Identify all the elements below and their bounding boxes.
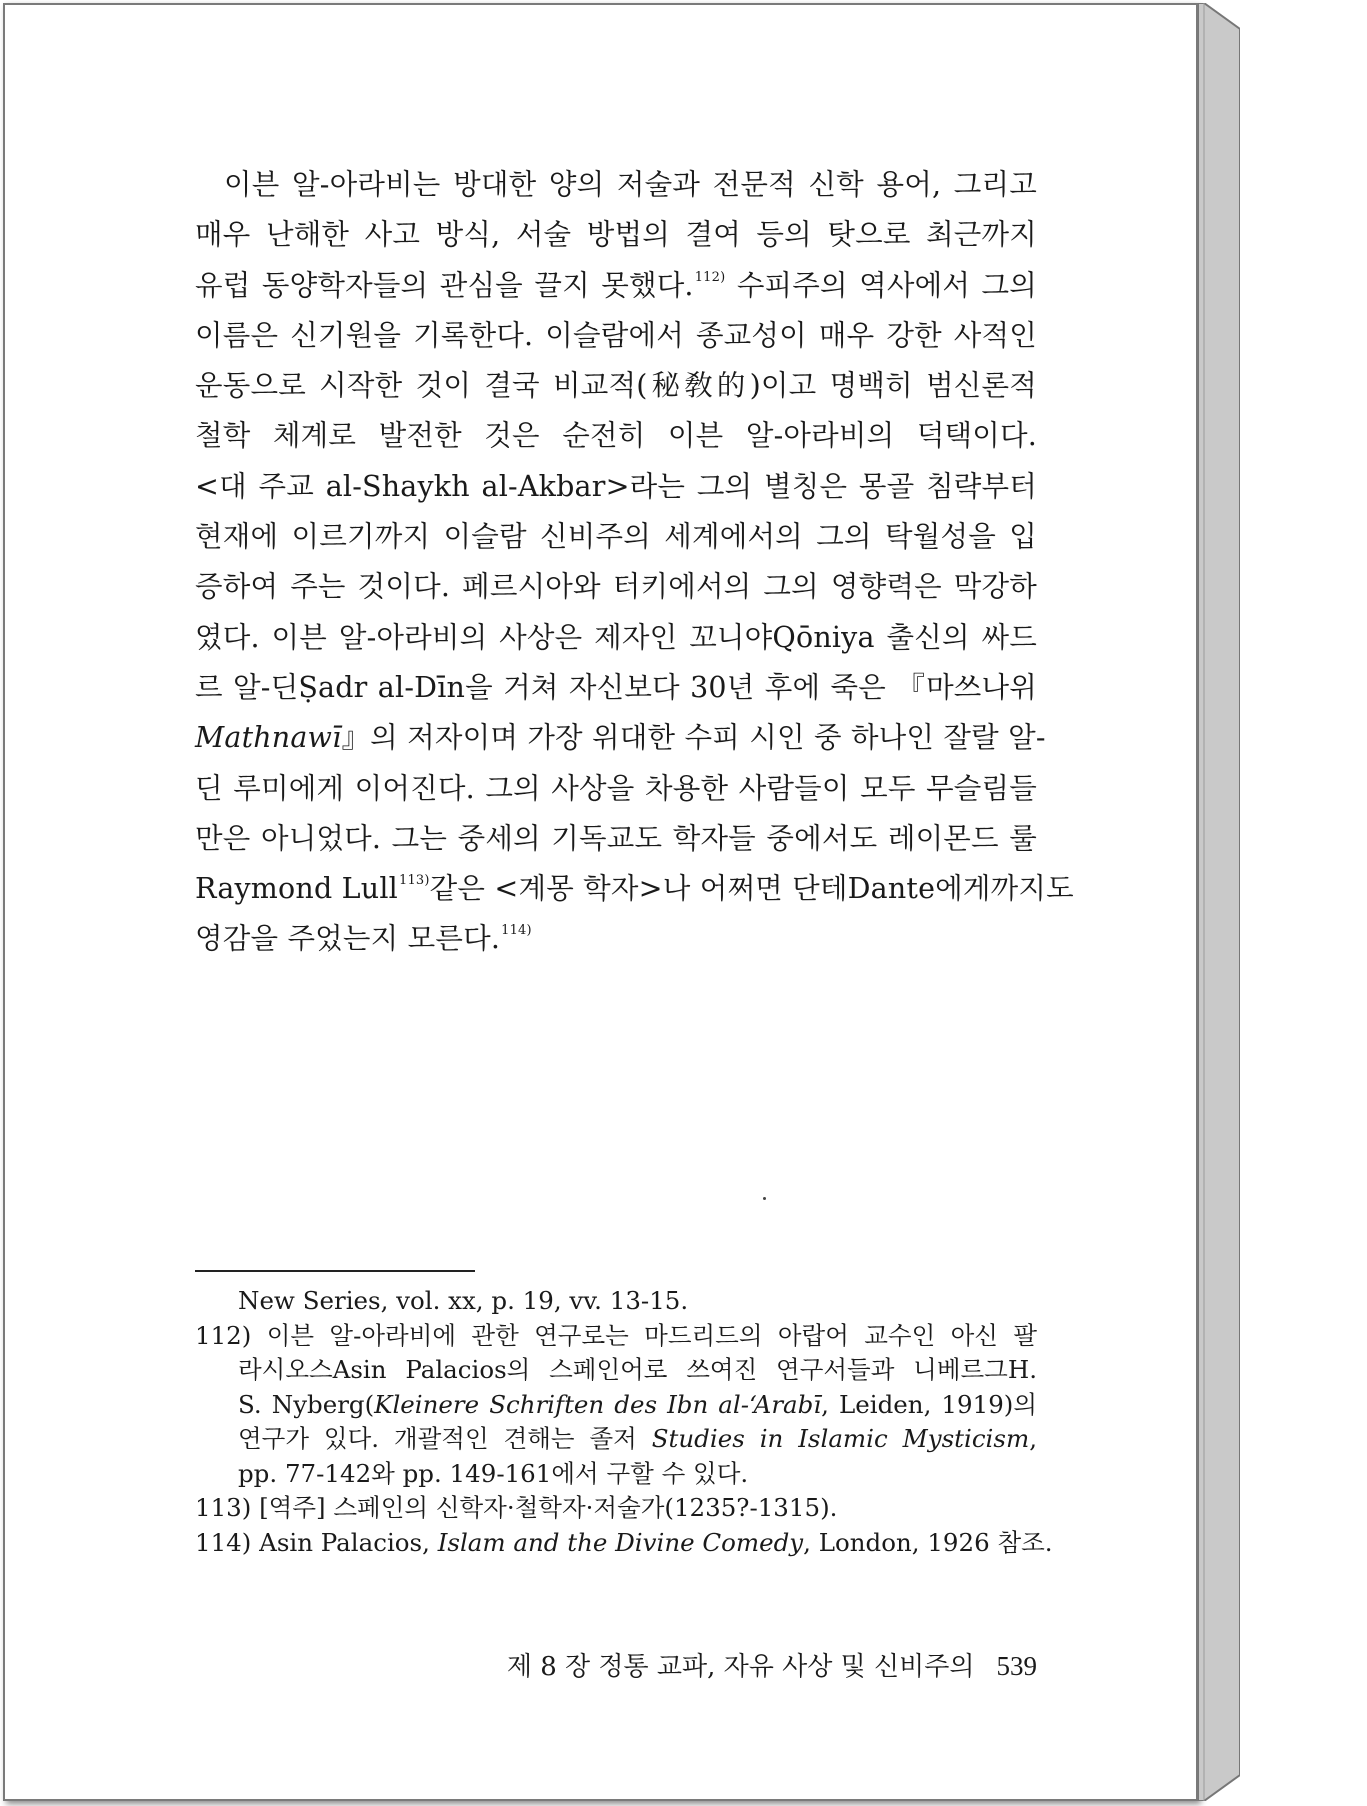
page-edge — [1198, 3, 1240, 1801]
book-title: Studies in Islamic Mysticism — [651, 1424, 1030, 1453]
footnote-ref[interactable]: 112) — [694, 269, 726, 285]
running-footer — [490, 1646, 1037, 1687]
text-segment: 영감을 주었는지 모른다. — [195, 922, 501, 956]
text-line: 였다. 이븐 알-아라비의 사상은 제자인 꼬니야Qōniya 출신의 싸드 — [195, 620, 1037, 654]
footnote-114 — [195, 1526, 1053, 1561]
text-segment: 같은 <계몽 학자>나 어쩌면 단테Dante에게까지도 — [429, 872, 1074, 906]
text-segment: 연구가 있다. 개괄적인 견해는 졸저 — [238, 1424, 652, 1453]
footnote-113 — [195, 1491, 1037, 1526]
text-line — [195, 864, 1074, 914]
footnote-ref[interactable]: 114) — [501, 923, 532, 939]
text-line — [195, 261, 1037, 311]
footnote-label: 112) — [195, 1320, 252, 1350]
text-line: 증하여 주는 것이다. 페르시아와 터키에서의 그의 영향력은 막강하 — [195, 570, 1037, 604]
footnote-continuation: New Series, vol. xx, p. 19, vv. 13-15. — [238, 1286, 689, 1315]
text-line — [195, 713, 1046, 763]
book-title: Islam and the Divine Comedy — [437, 1527, 804, 1557]
chapter-title: 제 8 장 정통 교파, 자유 사상 및 신비주의 — [506, 1652, 975, 1682]
footnote-divider — [195, 1270, 475, 1272]
text-segment: Raymond Lull — [195, 872, 398, 906]
book-title: Kleinere Schriften des Ibn al-‘Arabī — [374, 1389, 822, 1419]
footnote-text: [역주] 스페인의 신학자·철학자·저술가(1235?-1315). — [259, 1493, 838, 1522]
text-line: 현재에 이르기까지 이슬람 신비주의 세계에서의 그의 탁월성을 입 — [195, 520, 1037, 554]
text-line: 만은 아니었다. 그는 중세의 기독교도 학자들 중에서도 레이몬드 룰 — [195, 821, 1037, 855]
text-segment: S. Nyberg( — [238, 1389, 375, 1419]
footnotes — [195, 1284, 1053, 1560]
text-segment: Asin Palacios, — [259, 1527, 438, 1557]
text-segment: 수피주의 역사에서 그의 — [736, 268, 1037, 302]
footnote-112 — [195, 1319, 1037, 1354]
page-number: 539 — [996, 1651, 1037, 1681]
text-line: 이븐 알-아라비는 방대한 양의 저술과 전문적 신학 용어, 그리고 — [224, 168, 1037, 201]
text-line: 철학 체계로 발전한 것은 순전히 이븐 알-아라비의 덕택이다. — [195, 419, 1037, 453]
footnote-112-line — [195, 1388, 1037, 1423]
footnote-112-line: 라시오스Asin Palacios의 스페인어로 쓰여진 연구서들과 니베르그H. — [238, 1355, 1037, 1384]
text-segment: , Leiden, 1919)의 — [821, 1389, 1038, 1419]
footnote-text: 이븐 알-아라비에 관한 연구로는 마드리드의 아랍어 교수인 아신 팔 — [266, 1320, 1037, 1350]
text-segment: 유럽 동양학자들의 관심을 끌지 못했다. — [195, 268, 694, 302]
text-segment: 의 저자이며 가장 위대한 수피 시인 중 하나인 잘랄 알- — [370, 721, 1046, 755]
footnote-label: 114) — [195, 1527, 252, 1557]
footnote-ref[interactable]: 113) — [398, 873, 430, 889]
text-segment: 』 — [341, 721, 371, 755]
book-title: Mathnawī — [195, 721, 342, 755]
text-line: 매우 난해한 사고 방식, 서술 방법의 결여 등의 탓으로 최근까지 — [195, 218, 1037, 252]
text-line: <대 주교 al-Shaykh al-Akbar>라는 그의 별칭은 몽골 침략부터 — [195, 469, 1037, 503]
footnote-112-line: pp. 77-142와 pp. 149-161에서 구할 수 있다. — [238, 1458, 749, 1488]
text-segment: , — [1029, 1424, 1037, 1453]
text-line: 이름은 신기원을 기록한다. 이슬람에서 종교성이 매우 강한 사적인 — [195, 318, 1037, 352]
speck — [763, 1197, 766, 1200]
text-line — [195, 914, 1037, 964]
text-line: 딘 루미에게 이어진다. 그의 사상을 차용한 사람들이 모두 무슬림들 — [195, 771, 1037, 805]
main-paragraph — [195, 160, 1074, 965]
footnote-label: 113) — [195, 1493, 252, 1522]
text-segment: , London, 1926 참조. — [803, 1527, 1053, 1557]
text-line: 르 알-딘Ṣadr al-Dīn을 거쳐 자신보다 30년 후에 죽은 『마쓰나위 — [195, 670, 1037, 704]
footnote-112-line — [195, 1422, 1037, 1457]
text-line: 운동으로 시작한 것이 결국 비교적(秘敎的)이고 명백히 범신론적 — [195, 369, 1037, 403]
